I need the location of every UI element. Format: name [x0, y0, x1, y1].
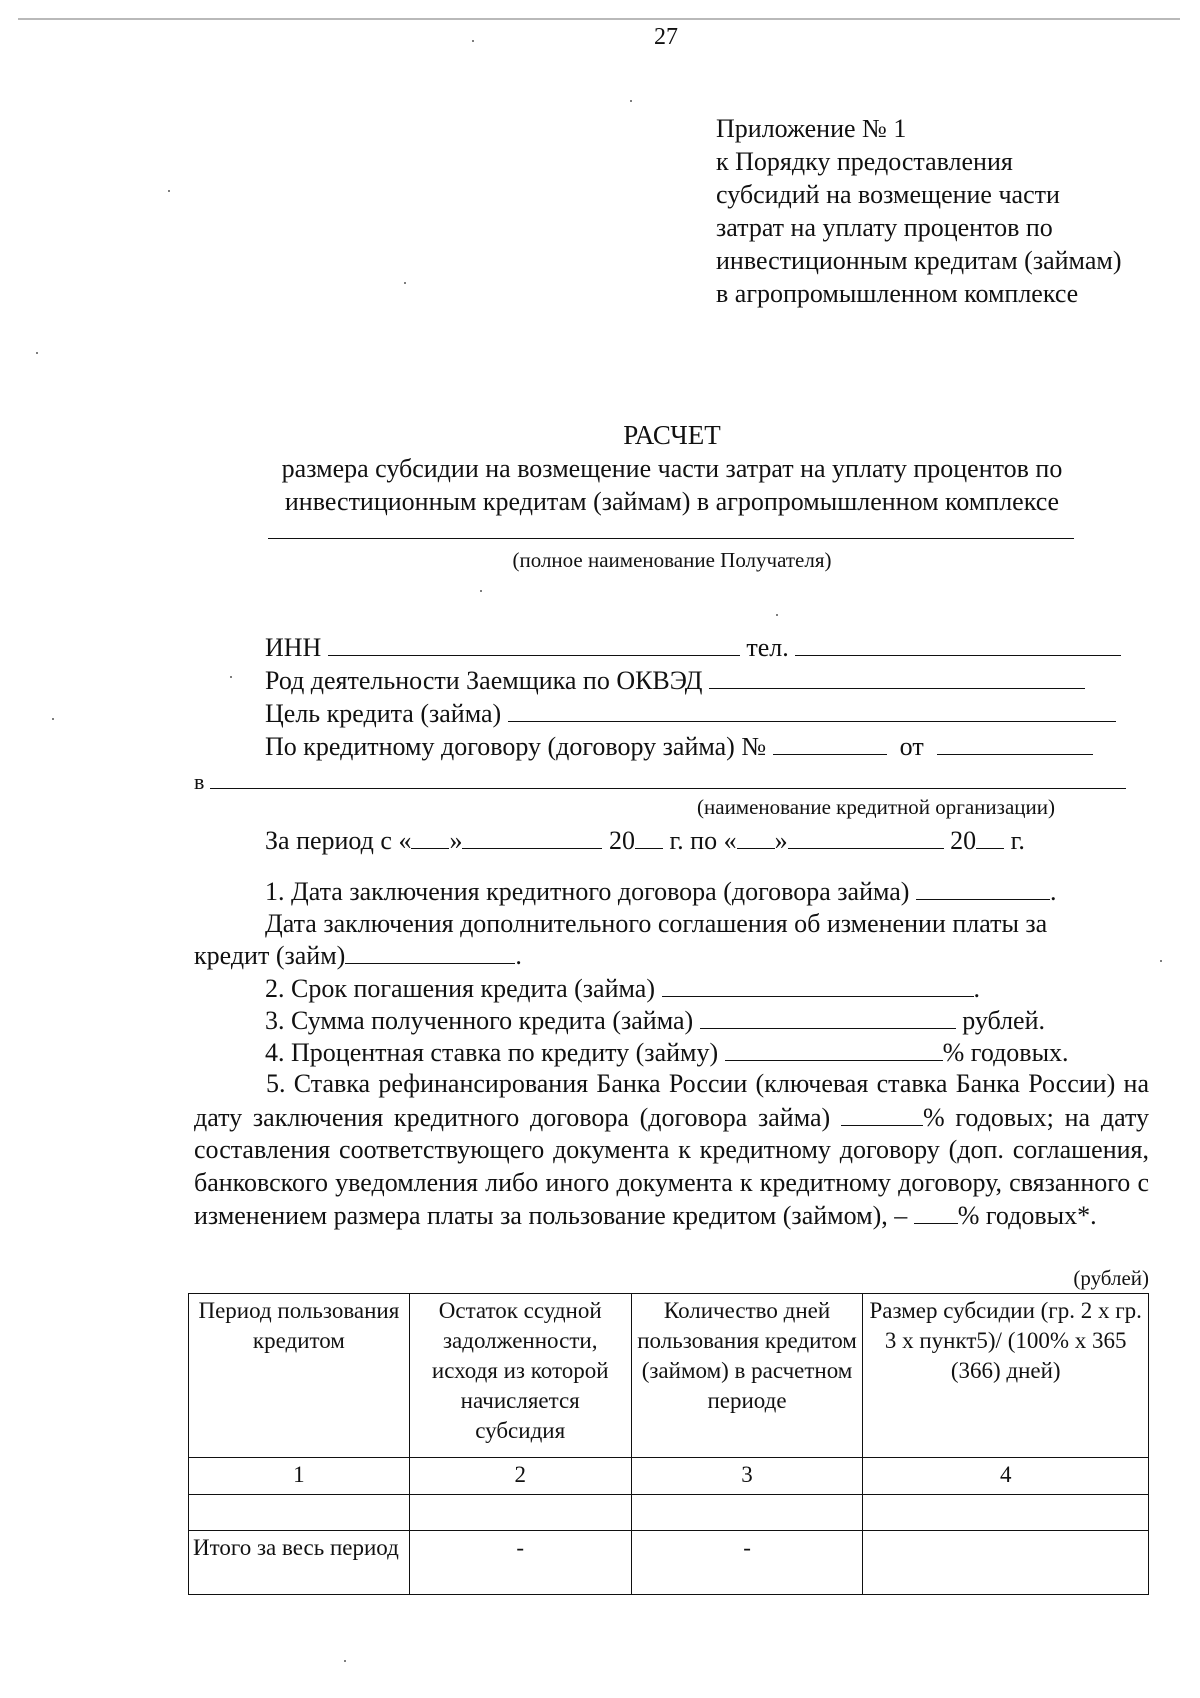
bank-blank[interactable] [210, 770, 1126, 789]
table-header-cell: Размер субсидии (гр. 2 х гр. 3 х пункт5)/ (100% х 365 (366) дней) [863, 1294, 1149, 1458]
appendix-line: Приложение № 1 [716, 114, 907, 143]
item-1-label: 1. Дата заключения кредитного договора (договора займа) [265, 877, 910, 906]
scan-speck [36, 352, 38, 354]
scan-speck [52, 718, 54, 720]
appendix-line: в агропромышленном комплексе [716, 279, 1079, 308]
table-cell[interactable] [189, 1495, 410, 1531]
item-4-unit: % годовых. [942, 1038, 1069, 1067]
scan-speck [344, 1660, 346, 1662]
document-subtitle [0, 452, 1200, 518]
bank-row [194, 765, 1126, 798]
table-number-cell: 2 [409, 1458, 631, 1495]
inn-row [265, 631, 1121, 664]
item-1 [265, 875, 1056, 908]
purpose-row [265, 697, 1116, 730]
subtitle-line: размера субсидии на возмещение части затрат на уплату процентов по [281, 454, 1063, 483]
contract-number-blank[interactable] [773, 730, 887, 755]
subtitle-line: инвестиционным кредитам (займам) в агропромышленном комплексе [284, 487, 1060, 516]
table-row [189, 1495, 1149, 1531]
document-title: РАСЧЕТ [623, 420, 721, 450]
in-label: в [194, 769, 205, 794]
table-header-row [189, 1294, 1149, 1458]
period-start-day-blank[interactable] [411, 824, 449, 849]
okved-blank[interactable] [709, 664, 1085, 689]
table-number-cell: 4 [863, 1458, 1149, 1495]
scan-speck [776, 614, 778, 616]
item-5-text: % годовых*. [957, 1201, 1097, 1230]
okved-row [265, 664, 1085, 697]
purpose-label: Цель кредита (займа) [265, 699, 502, 728]
appendix-line: субсидий на возмещение части [716, 180, 1060, 209]
item-5-text: 5. Ставка рефинансирования Банка России (ключевая ставка Банка России) на дату заключения кредитного договора (договора займа) [194, 1069, 1149, 1132]
period-text: 20 [602, 826, 635, 855]
item-1b-line1: Дата заключения дополнительного соглашения об изменении платы за [265, 909, 1048, 938]
period-row [265, 824, 1025, 857]
scan-speck [168, 190, 170, 192]
appendix-line: инвестиционным кредитам (займам) [716, 246, 1122, 275]
period-end-year-blank[interactable] [976, 824, 1004, 849]
table-number-row [189, 1458, 1149, 1495]
contract-label: По кредитному договору (договору займа) № [265, 732, 767, 761]
item-5 [194, 1068, 1149, 1233]
table-header-cell: Остаток ссудной задолженности, исходя из которой начисляется субсидия [409, 1294, 631, 1458]
page-number: 27 [654, 24, 678, 50]
table-total-label: Итого за весь период [189, 1531, 410, 1595]
item-2-blank[interactable] [662, 972, 974, 997]
item-3-unit: рублей. [962, 1006, 1046, 1035]
appendix-line: к Порядку предоставления [716, 147, 1013, 176]
period-text: » [774, 826, 788, 855]
table-total-row [189, 1531, 1149, 1595]
table-number-cell: 1 [189, 1458, 410, 1495]
table-total-cell[interactable] [863, 1531, 1149, 1595]
scan-speck [230, 676, 232, 678]
item-1b-dot: . [515, 941, 522, 970]
scan-speck [1160, 960, 1162, 962]
recipient-name-blank[interactable] [268, 538, 1074, 539]
recipient-caption: (полное наименование Получателя) [512, 548, 832, 572]
period-text: г. по « [662, 826, 737, 855]
inn-label: ИНН [265, 633, 322, 662]
tel-blank[interactable] [795, 631, 1121, 656]
contract-date-blank[interactable] [937, 730, 1093, 755]
item-4-label: 4. Процентная ставка по кредиту (займу) [265, 1038, 719, 1067]
okved-label: Род деятельности Заемщика по ОКВЭД [265, 666, 703, 695]
table-cell[interactable] [863, 1495, 1149, 1531]
item-3-blank[interactable] [700, 1004, 956, 1029]
scan-speck [404, 282, 406, 284]
item-1b-blank[interactable] [345, 939, 515, 964]
item-2 [265, 972, 980, 1005]
period-start-month-blank[interactable] [462, 824, 602, 849]
period-start-year-blank[interactable] [635, 824, 663, 849]
bank-caption: (наименование кредитной организации) [697, 795, 1055, 819]
contract-row [265, 730, 1093, 763]
tel-label: тел. [746, 633, 789, 662]
inn-blank[interactable] [328, 631, 740, 656]
item-2-dot: . [973, 974, 980, 1003]
table-number-cell: 3 [631, 1458, 863, 1495]
period-text: » [449, 826, 463, 855]
appendix-line: затрат на уплату процентов по [716, 213, 1053, 242]
subsidy-table [188, 1293, 1149, 1595]
period-text: За период с « [265, 826, 412, 855]
period-end-month-blank[interactable] [788, 824, 944, 849]
period-text: г. [1004, 826, 1025, 855]
period-end-day-blank[interactable] [737, 824, 775, 849]
item-3 [265, 1004, 1045, 1037]
table-total-cell: - [631, 1531, 863, 1595]
item-1-blank[interactable] [916, 875, 1050, 900]
table-total-cell: - [409, 1531, 631, 1595]
table-cell[interactable] [409, 1495, 631, 1531]
item-1b-line2 [194, 939, 522, 972]
table-cell[interactable] [631, 1495, 863, 1531]
item-2-label: 2. Срок погашения кредита (займа) [265, 974, 655, 1003]
item-5-rate-blank[interactable] [841, 1101, 923, 1126]
table-header-cell: Период пользования кредитом [189, 1294, 410, 1458]
scan-edge [18, 18, 1180, 20]
table-header-cell: Количество дней пользования кредитом (займом) в расчетном периоде [631, 1294, 863, 1458]
item-4 [265, 1036, 1069, 1069]
item-4-blank[interactable] [725, 1036, 943, 1061]
item-3-label: 3. Сумма полученного кредита (займа) [265, 1006, 694, 1035]
period-text: 20 [943, 826, 977, 855]
appendix-note [716, 112, 1122, 310]
purpose-blank[interactable] [508, 697, 1116, 722]
unit-note: (рублей) [1073, 1266, 1149, 1290]
scan-speck [480, 590, 482, 592]
item-5-rate2-blank[interactable] [914, 1199, 958, 1224]
scan-speck [630, 100, 632, 102]
item-1-dot: . [1049, 877, 1057, 906]
from-label: от [899, 732, 924, 761]
item-5-text: % годовых; на дату составления соответствующего документа к кредитному договору (доп. соглашения, банковского уведомления либо иного документа к кредитному договору, связанного с изменением размера платы за пользование кредитом (займом), – [194, 1102, 1149, 1230]
item-1b-label: кредит (займ) [194, 941, 346, 970]
